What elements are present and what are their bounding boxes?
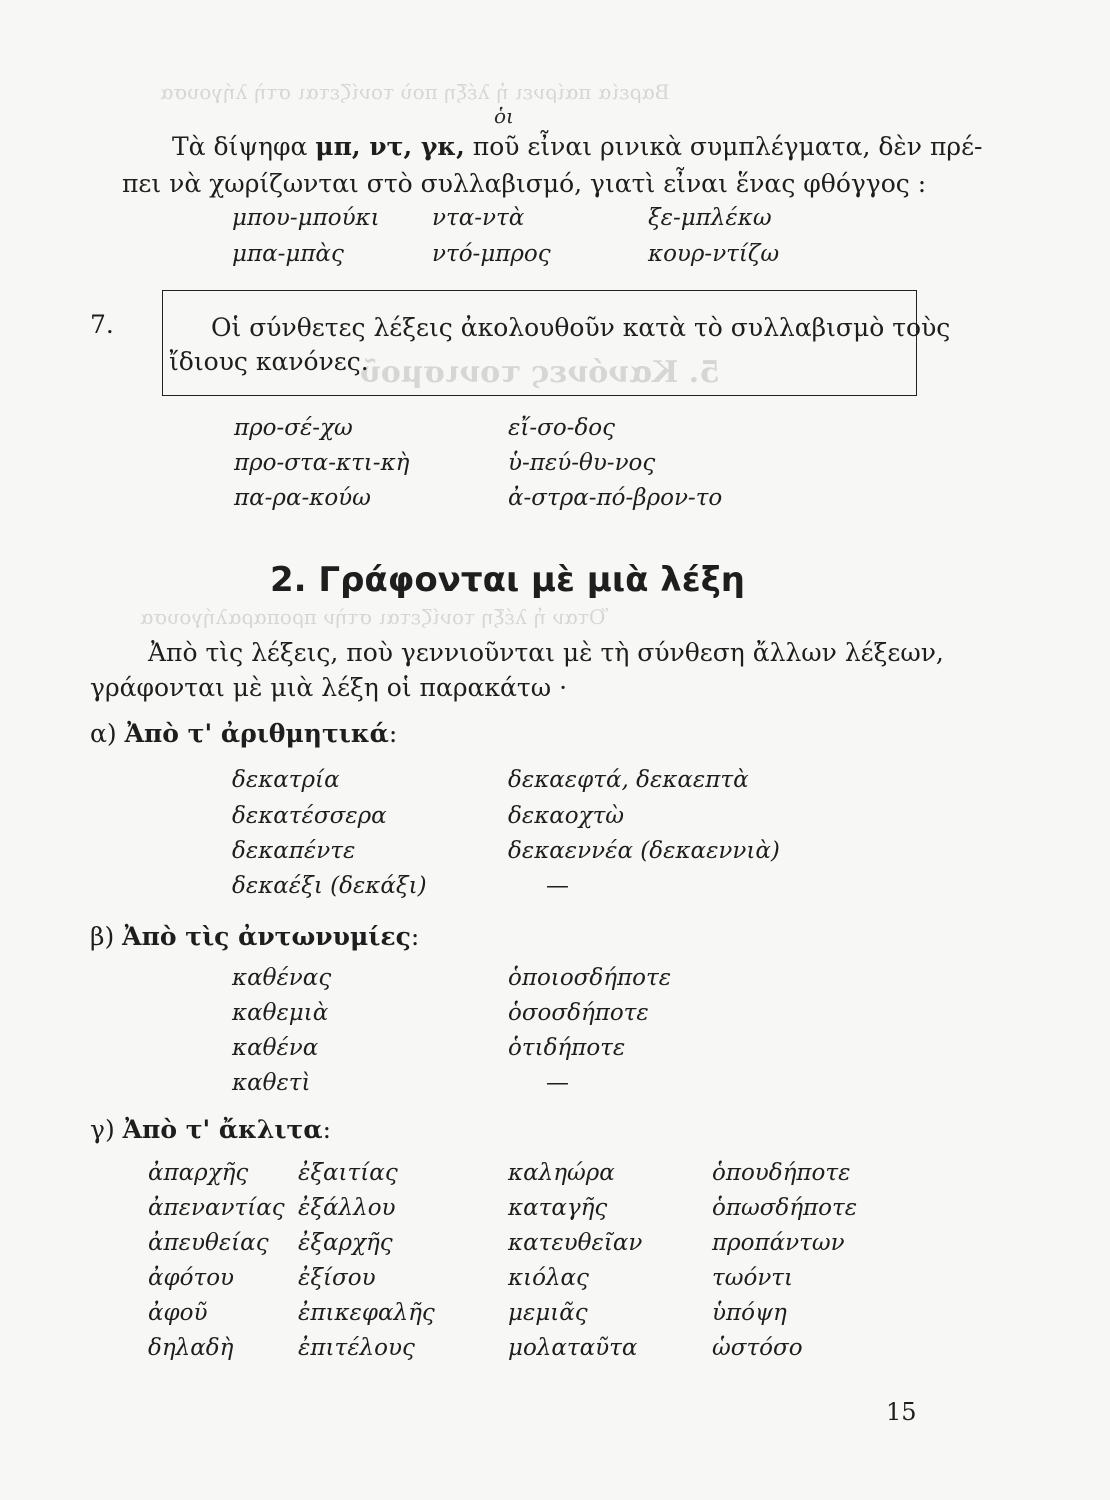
example-word: δεκαέξι (δεκάξι) — [232, 873, 427, 899]
example-word: ὡστόσο — [712, 1335, 803, 1361]
bleed-through-heading: 5. Κανόνες τονισμοῦ — [360, 355, 720, 390]
example-word: κιόλας — [508, 1265, 589, 1291]
example-word: τωόντι — [712, 1265, 794, 1291]
rule-text-line: ἴδιους κανόνες. — [169, 347, 369, 376]
example-word: μπα-μπὰς — [232, 241, 344, 267]
bold-digraphs: μπ, ντ, γκ, — [315, 132, 465, 161]
rule-number: 7. — [90, 310, 114, 339]
text-run: ποῦ εἶναι ρινικὰ συμπλέγματα, δὲν πρέ- — [464, 132, 983, 161]
dash-placeholder: — — [546, 873, 569, 899]
example-word: ὁποιοσδήποτε — [508, 965, 672, 991]
example-word: καθεμιὰ — [232, 1000, 329, 1026]
example-word: ἐπιτέλους — [298, 1335, 415, 1361]
subsection-title: Ἀπὸ τ' ἀριθμητικά — [124, 719, 389, 748]
example-word: ντα-ντὰ — [432, 205, 525, 231]
example-word: δεκατέσσερα — [232, 803, 387, 829]
subsection-label — [90, 920, 419, 954]
subsection-label — [90, 717, 397, 751]
example-word: καληώρα — [508, 1160, 615, 1186]
example-word: ἀ-στρα-πό-βρον-το — [508, 485, 723, 511]
subsection-label — [90, 1113, 331, 1147]
paragraph-line: γράφονται μὲ μιὰ λέξη οἱ παρακάτω · — [90, 673, 568, 702]
subsection-marker: γ) — [90, 1115, 115, 1144]
example-word: καθένας — [232, 965, 332, 991]
example-word: ἀπευθείας — [148, 1230, 269, 1256]
text-run: Τὰ δίψηφα — [172, 132, 316, 161]
example-word: ἐξαρχῆς — [298, 1230, 393, 1256]
paragraph-line: Ἀπὸ τὶς λέξεις, ποὺ γεννιοῦνται μὲ τὴ σύνθεση ἄλλων λέξεων, — [148, 638, 944, 667]
example-word: δεκαοχτὼ — [508, 803, 625, 829]
example-word: ἀπεναντίας — [148, 1195, 285, 1221]
subsection-colon: : — [388, 719, 398, 748]
example-word: καθένα — [232, 1035, 319, 1061]
example-word: ὁπουδήποτε — [712, 1160, 851, 1186]
example-word: δεκατρία — [232, 767, 340, 793]
example-word: προ-σέ-χω — [234, 415, 353, 441]
example-word: δεκαπέντε — [232, 838, 356, 864]
example-word: καταγῆς — [508, 1195, 608, 1221]
example-word: ὁτιδήποτε — [508, 1035, 626, 1061]
example-word: ἐξίσου — [298, 1265, 376, 1291]
example-word: ὁσοσδήποτε — [508, 1000, 649, 1026]
example-word: ἐξάλλου — [298, 1195, 396, 1221]
example-word: ντό-μπρος — [432, 241, 551, 267]
paragraph-line: πει νὰ χωρίζωνται στὸ συλλαβισμό, γιατὶ εἶναι ἕνας φθόγγος : — [122, 169, 927, 198]
example-word: δηλαδὴ — [148, 1335, 234, 1361]
subsection-colon: : — [410, 922, 420, 951]
dash-placeholder: — — [546, 1070, 569, 1096]
example-word: προπάντων — [712, 1230, 845, 1256]
example-word: ἀφοῦ — [148, 1300, 208, 1326]
example-word: κουρ-ντίζω — [648, 241, 780, 267]
rule-box — [162, 290, 951, 396]
bleed-through-line: Ὅταν ἡ λέξη τονίζεται στὴν προπαραλήγουσα — [140, 605, 609, 629]
example-word: μπου-μπούκι — [232, 205, 380, 231]
example-word: ἀφότου — [148, 1265, 235, 1291]
example-word: εἴ-σο-δος — [508, 415, 616, 441]
subsection-title: Ἀπὸ τὶς ἀντωνυμίες — [122, 922, 411, 951]
example-word: ἀπαρχῆς — [148, 1160, 249, 1186]
example-word: ὑπόψη — [712, 1300, 787, 1326]
example-word: ἐξαιτίας — [298, 1160, 398, 1186]
section-heading: 2. Γράφονται μὲ μιὰ λέξη — [270, 560, 746, 600]
paragraph-line — [172, 130, 982, 164]
example-word: ὑ-πεύ-θυ-νος — [508, 450, 656, 476]
example-word: προ-στα-κτι-κὴ — [234, 450, 410, 476]
rule-text-line: Οἱ σύνθετες λέξεις ἀκολουθοῦν κατὰ τὸ συλλαβισμὸ τοὺς — [211, 313, 951, 342]
bleed-through-line: Βαρεία παίρνει ἡ λέξη ποὺ τονίζεται στὴ λήγουσα — [160, 80, 670, 104]
example-word: καθετὶ — [232, 1070, 311, 1096]
example-word: κατευθεῖαν — [508, 1230, 643, 1256]
handwritten-mark: ὁι — [494, 104, 514, 128]
example-word: μολαταῦτα — [508, 1335, 638, 1361]
subsection-title: Ἀπὸ τ' ἄκλιτα — [122, 1115, 323, 1144]
example-word: μεμιᾶς — [508, 1300, 588, 1326]
example-word: δεκαεννέα (δεκαεννιὰ) — [508, 838, 780, 864]
example-word: ὁπωσδήποτε — [712, 1195, 858, 1221]
example-word: ξε-μπλέκω — [648, 205, 772, 231]
page-number: 15 — [886, 1398, 917, 1426]
subsection-marker: β) — [90, 922, 115, 951]
subsection-marker: α) — [90, 719, 117, 748]
example-word: πα-ρα-κούω — [234, 485, 371, 511]
subsection-colon: : — [322, 1115, 332, 1144]
example-word: δεκαεφτά, δεκαεπτὰ — [508, 767, 749, 793]
example-word: ἐπικεφαλῆς — [298, 1300, 435, 1326]
